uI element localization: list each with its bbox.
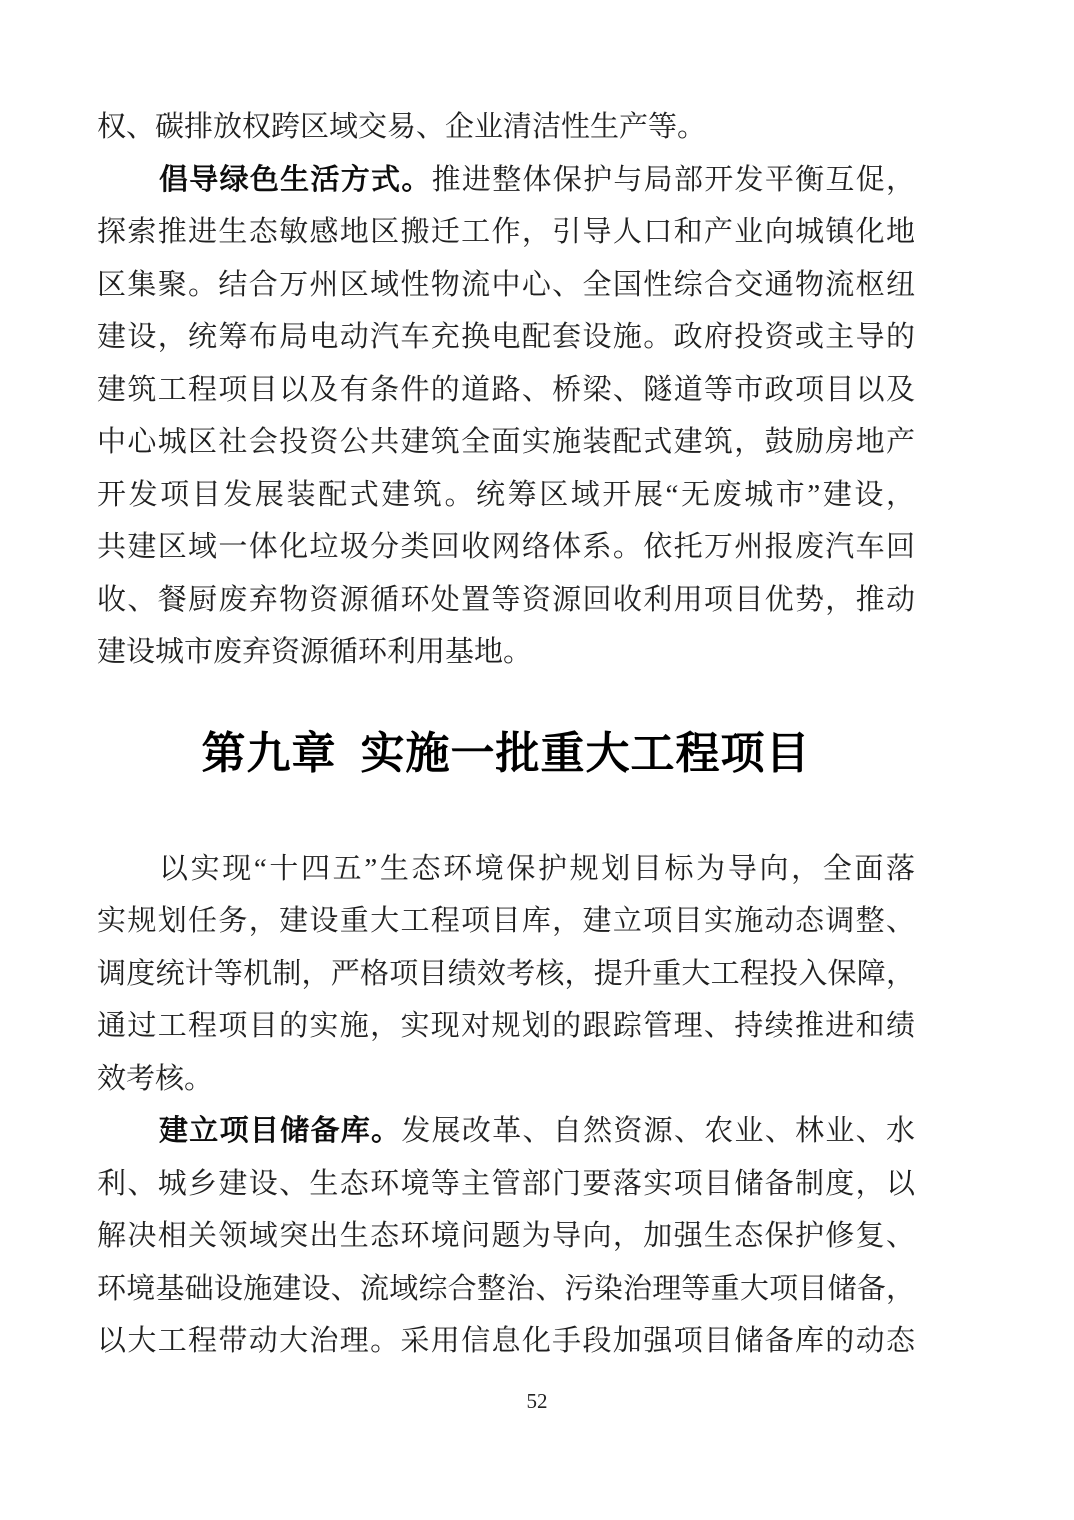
text-line — [97, 154, 915, 207]
bold-lead-in: 建立项目储备库。 — [159, 1115, 402, 1147]
text-line: 探索推进生态敏感地区搬迁工作，引导人口和产业向城镇化地 — [97, 216, 915, 248]
bold-lead-in: 倡导绿色生活方式。 — [159, 163, 432, 196]
text-line: 权、碳排放权跨区域交易、企业清洁性生产等。 — [97, 111, 707, 143]
text-line: 建筑工程项目以及有条件的道路、桥梁、隧道等市政项目以及 — [97, 373, 915, 406]
chapter-heading: 第九章 实施一批重大工程项目 — [201, 728, 811, 778]
text-line — [97, 1105, 915, 1158]
line-text: 发展改革、自然资源、农业、林业、水 — [401, 1115, 915, 1147]
text-line: 利、城乡建设、生态环境等主管部门要落实项目储备制度，以 — [97, 1167, 915, 1200]
text-line: 以大工程带动大治理。采用信息化手段加强项目储备库的动态 — [97, 1325, 915, 1357]
text-line: 效考核。 — [97, 1062, 214, 1095]
text-line: 开发项目发展装配式建筑。统筹区域开展“无废城市”建设， — [97, 478, 915, 511]
text-line: 以实现“十四五”生态环境保护规划目标为导向，全面落 — [159, 852, 915, 885]
text-line: 收、餐厨废弃物资源循环处置等资源回收利用项目优势，推动 — [97, 583, 915, 616]
text-line: 解决相关领域突出生态环境问题为导向，加强生态保护修复、 — [97, 1220, 915, 1252]
text-line: 环境基础设施建设、流域综合整治、污染治理等重大项目储备， — [97, 1272, 915, 1305]
text-line: 共建区域一体化垃圾分类回收网络体系。依托万州报废汽车回 — [97, 531, 915, 563]
text-line: 建设，统筹布局电动汽车充换电配套设施。政府投资或主导的 — [97, 321, 915, 353]
text-line: 通过工程项目的实施，实现对规划的跟踪管理、持续推进和绩 — [97, 1010, 915, 1042]
text-line: 建设城市废弃资源循环利用基地。 — [97, 636, 533, 668]
text-line: 实规划任务，建设重大工程项目库，建立项目实施动态调整、 — [97, 905, 915, 937]
text-line: 中心城区社会投资公共建筑全面实施装配式建筑，鼓励房地产 — [97, 426, 915, 458]
text-line: 调度统计等机制，严格项目绩效考核，提升重大工程投入保障， — [97, 957, 915, 990]
text-line: 区集聚。结合万州区域性物流中心、全国性综合交通物流枢纽 — [97, 268, 915, 301]
line-text: 推进整体保护与局部开发平衡互促， — [431, 163, 915, 196]
page-number: 52 — [526, 1389, 548, 1413]
page-body — [97, 101, 915, 1368]
